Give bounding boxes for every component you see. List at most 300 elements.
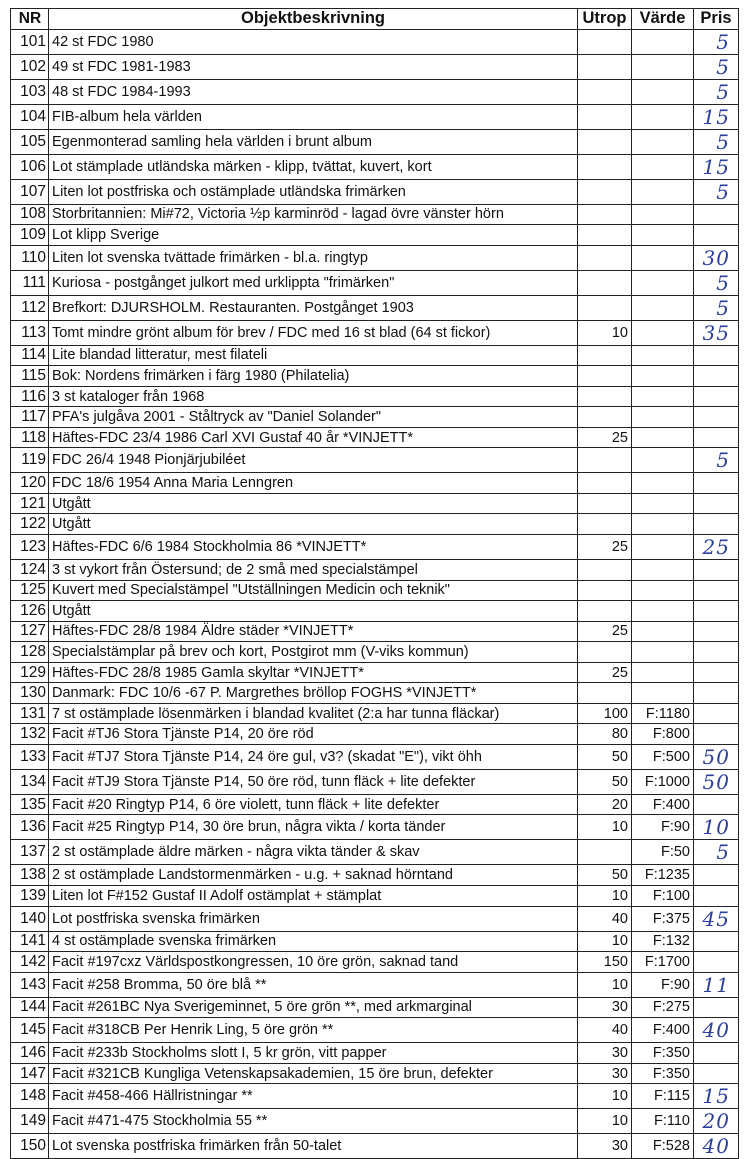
cell-nr: 134: [11, 769, 49, 794]
cell-pris: 11: [694, 972, 739, 997]
cell-utrop: 10: [578, 931, 632, 952]
cell-nr: 148: [11, 1084, 49, 1109]
table-row: [11, 54, 739, 79]
cell-utrop: 50: [578, 769, 632, 794]
cell-utrop: [578, 386, 632, 407]
cell-description: FIB-album hela världen: [49, 104, 578, 129]
cell-varde: [632, 560, 694, 581]
cell-utrop: [578, 514, 632, 535]
header-description: Objektbeskrivning: [49, 9, 578, 30]
cell-nr: 126: [11, 601, 49, 622]
cell-nr: 101: [11, 29, 49, 54]
cell-varde: [632, 642, 694, 663]
cell-description: FDC 18/6 1954 Anna Maria Lenngren: [49, 473, 578, 494]
cell-description: Häftes-FDC 6/6 1984 Stockholmia 86 *VINJETT*: [49, 535, 578, 560]
cell-nr: 119: [11, 448, 49, 473]
cell-nr: 128: [11, 642, 49, 663]
cell-varde: [632, 154, 694, 179]
cell-utrop: 10: [578, 1084, 632, 1109]
cell-utrop: [578, 560, 632, 581]
cell-varde: [632, 386, 694, 407]
cell-description: 2 st ostämplade äldre märken - några vikta tänder & skav: [49, 840, 578, 865]
cell-nr: 146: [11, 1043, 49, 1064]
cell-description: PFA's julgåva 2001 - Ståltryck av "Daniel Solander": [49, 407, 578, 428]
header-row: [11, 9, 739, 30]
cell-description: Danmark: FDC 10/6 -67 P. Margrethes bröllop FOGHS *VINJETT*: [49, 683, 578, 704]
cell-utrop: [578, 129, 632, 154]
cell-pris: 20: [694, 1109, 739, 1134]
cell-description: 3 st vykort från Östersund; de 2 små med specialstämpel: [49, 560, 578, 581]
table-row: [11, 29, 739, 54]
cell-pris: 5: [694, 54, 739, 79]
table-row: [11, 407, 739, 428]
cell-description: Lite blandad litteratur, mest filateli: [49, 345, 578, 366]
cell-pris: 5: [694, 448, 739, 473]
cell-pris: [694, 601, 739, 622]
table-row: [11, 104, 739, 129]
table-row: [11, 1109, 739, 1134]
cell-pris: 35: [694, 320, 739, 345]
cell-pris: [694, 366, 739, 387]
cell-utrop: [578, 473, 632, 494]
table-row: [11, 703, 739, 724]
cell-utrop: 30: [578, 997, 632, 1018]
cell-nr: 125: [11, 580, 49, 601]
table-body: [11, 29, 739, 1159]
cell-varde: F:350: [632, 1043, 694, 1064]
cell-nr: 123: [11, 535, 49, 560]
cell-nr: 102: [11, 54, 49, 79]
cell-pris: 5: [694, 129, 739, 154]
cell-description: Utgått: [49, 493, 578, 514]
cell-varde: [632, 225, 694, 246]
cell-varde: F:110: [632, 1109, 694, 1134]
cell-pris: [694, 225, 739, 246]
cell-nr: 124: [11, 560, 49, 581]
cell-pris: 30: [694, 245, 739, 270]
table-row: [11, 724, 739, 745]
cell-utrop: 40: [578, 906, 632, 931]
cell-nr: 130: [11, 683, 49, 704]
cell-nr: 105: [11, 129, 49, 154]
cell-utrop: 10: [578, 1109, 632, 1134]
table-row: [11, 386, 739, 407]
cell-nr: 145: [11, 1018, 49, 1043]
cell-description: Egenmonterad samling hela världen i brunt album: [49, 129, 578, 154]
cell-description: Facit #458-466 Hällristningar **: [49, 1084, 578, 1109]
cell-nr: 132: [11, 724, 49, 745]
table-header: [11, 9, 739, 30]
cell-varde: [632, 473, 694, 494]
cell-varde: F:90: [632, 972, 694, 997]
table-row: [11, 886, 739, 907]
table-row: [11, 366, 739, 387]
cell-pris: [694, 621, 739, 642]
cell-utrop: 10: [578, 886, 632, 907]
cell-varde: [632, 621, 694, 642]
cell-pris: 5: [694, 840, 739, 865]
cell-pris: 15: [694, 1084, 739, 1109]
table-row: [11, 794, 739, 815]
cell-utrop: 80: [578, 724, 632, 745]
cell-nr: 137: [11, 840, 49, 865]
cell-nr: 103: [11, 79, 49, 104]
cell-utrop: [578, 54, 632, 79]
cell-varde: [632, 514, 694, 535]
cell-pris: [694, 386, 739, 407]
cell-nr: 129: [11, 662, 49, 683]
cell-utrop: 25: [578, 662, 632, 683]
cell-utrop: [578, 683, 632, 704]
cell-description: Häftes-FDC 28/8 1984 Äldre städer *VINJETT*: [49, 621, 578, 642]
cell-pris: [694, 493, 739, 514]
cell-pris: [694, 865, 739, 886]
cell-utrop: [578, 79, 632, 104]
cell-nr: 139: [11, 886, 49, 907]
cell-pris: 40: [694, 1018, 739, 1043]
cell-nr: 107: [11, 179, 49, 204]
cell-description: 3 st kataloger från 1968: [49, 386, 578, 407]
cell-utrop: [578, 225, 632, 246]
cell-varde: [632, 179, 694, 204]
cell-description: Tomt mindre grönt album för brev / FDC med 16 st blad (64 st fickor): [49, 320, 578, 345]
cell-utrop: [578, 295, 632, 320]
cell-varde: [632, 54, 694, 79]
cell-nr: 147: [11, 1063, 49, 1084]
cell-description: Bok: Nordens frimärken i färg 1980 (Philatelia): [49, 366, 578, 387]
cell-utrop: 10: [578, 815, 632, 840]
cell-varde: [632, 662, 694, 683]
cell-varde: [632, 493, 694, 514]
cell-description: Facit #197cxz Världspostkongressen, 10 öre grön, saknad tand: [49, 952, 578, 973]
cell-nr: 131: [11, 703, 49, 724]
cell-nr: 111: [11, 270, 49, 295]
table-row: [11, 560, 739, 581]
cell-varde: [632, 270, 694, 295]
table-row: [11, 245, 739, 270]
cell-utrop: [578, 245, 632, 270]
cell-utrop: [578, 179, 632, 204]
table-row: [11, 1084, 739, 1109]
cell-description: Liten lot svenska tvättade frimärken - bl.a. ringtyp: [49, 245, 578, 270]
cell-pris: 5: [694, 270, 739, 295]
cell-pris: [694, 560, 739, 581]
cell-description: Specialstämplar på brev och kort, Postgirot mm (V-viks kommun): [49, 642, 578, 663]
table-row: [11, 79, 739, 104]
cell-utrop: [578, 840, 632, 865]
cell-nr: 109: [11, 225, 49, 246]
header-varde: Värde: [632, 9, 694, 30]
cell-description: Facit #258 Bromma, 50 öre blå **: [49, 972, 578, 997]
cell-nr: 116: [11, 386, 49, 407]
header-nr: NR: [11, 9, 49, 30]
cell-pris: [694, 514, 739, 535]
cell-nr: 136: [11, 815, 49, 840]
cell-description: Facit #321CB Kungliga Vetenskapsakademien, 15 öre brun, defekter: [49, 1063, 578, 1084]
table-row: [11, 493, 739, 514]
cell-nr: 110: [11, 245, 49, 270]
cell-description: 48 st FDC 1984-1993: [49, 79, 578, 104]
table-row: [11, 514, 739, 535]
cell-nr: 149: [11, 1109, 49, 1134]
cell-nr: 115: [11, 366, 49, 387]
cell-pris: [694, 407, 739, 428]
cell-description: Utgått: [49, 514, 578, 535]
table-row: [11, 1134, 739, 1159]
table-row: [11, 662, 739, 683]
cell-utrop: [578, 270, 632, 295]
cell-pris: [694, 724, 739, 745]
cell-description: Facit #471-475 Stockholmia 55 **: [49, 1109, 578, 1134]
cell-pris: 10: [694, 815, 739, 840]
table-row: [11, 154, 739, 179]
cell-utrop: 25: [578, 621, 632, 642]
table-row: [11, 642, 739, 663]
cell-description: Facit #25 Ringtyp P14, 30 öre brun, några vikta / korta tänder: [49, 815, 578, 840]
table-row: [11, 972, 739, 997]
cell-pris: 45: [694, 906, 739, 931]
cell-pris: 5: [694, 29, 739, 54]
cell-description: Kuriosa - postgånget julkort med urklippta "frimärken": [49, 270, 578, 295]
cell-varde: F:100: [632, 886, 694, 907]
cell-description: Lot svenska postfriska frimärken från 50-talet: [49, 1134, 578, 1159]
table-row: [11, 865, 739, 886]
table-row: [11, 473, 739, 494]
table-row: [11, 683, 739, 704]
cell-varde: [632, 245, 694, 270]
cell-nr: 144: [11, 997, 49, 1018]
cell-pris: [694, 931, 739, 952]
cell-varde: F:800: [632, 724, 694, 745]
cell-varde: F:1700: [632, 952, 694, 973]
table-row: [11, 815, 739, 840]
cell-nr: 133: [11, 744, 49, 769]
cell-nr: 140: [11, 906, 49, 931]
cell-utrop: 50: [578, 865, 632, 886]
cell-varde: F:1180: [632, 703, 694, 724]
cell-varde: F:115: [632, 1084, 694, 1109]
cell-nr: 127: [11, 621, 49, 642]
cell-varde: [632, 580, 694, 601]
table-row: [11, 580, 739, 601]
cell-pris: 15: [694, 154, 739, 179]
cell-varde: F:375: [632, 906, 694, 931]
table-row: [11, 427, 739, 448]
cell-description: 42 st FDC 1980: [49, 29, 578, 54]
cell-description: Facit #318CB Per Henrik Ling, 5 öre grön **: [49, 1018, 578, 1043]
cell-description: Storbritannien: Mi#72, Victoria ½p karminröd - lagad övre vänster hörn: [49, 204, 578, 225]
cell-utrop: [578, 366, 632, 387]
cell-utrop: [578, 29, 632, 54]
table-row: [11, 931, 739, 952]
table-row: [11, 225, 739, 246]
cell-pris: [694, 683, 739, 704]
cell-utrop: 10: [578, 972, 632, 997]
cell-varde: [632, 448, 694, 473]
cell-varde: F:350: [632, 1063, 694, 1084]
cell-varde: [632, 320, 694, 345]
cell-pris: [694, 703, 739, 724]
cell-nr: 141: [11, 931, 49, 952]
cell-varde: [632, 601, 694, 622]
cell-description: Facit #TJ9 Stora Tjänste P14, 50 öre röd, tunn fläck + lite defekter: [49, 769, 578, 794]
cell-utrop: 30: [578, 1063, 632, 1084]
cell-nr: 106: [11, 154, 49, 179]
cell-varde: F:528: [632, 1134, 694, 1159]
table-row: [11, 129, 739, 154]
cell-nr: 114: [11, 345, 49, 366]
table-row: [11, 320, 739, 345]
cell-utrop: [578, 154, 632, 179]
header-utrop: Utrop: [578, 9, 632, 30]
cell-varde: [632, 427, 694, 448]
cell-pris: 5: [694, 179, 739, 204]
cell-utrop: 25: [578, 427, 632, 448]
cell-varde: [632, 129, 694, 154]
cell-description: 4 st ostämplade svenska frimärken: [49, 931, 578, 952]
cell-varde: F:1235: [632, 865, 694, 886]
cell-description: Utgått: [49, 601, 578, 622]
table-row: [11, 1043, 739, 1064]
cell-pris: [694, 345, 739, 366]
cell-utrop: 40: [578, 1018, 632, 1043]
table-row: [11, 744, 739, 769]
cell-description: Liten lot postfriska och ostämplade utländska frimärken: [49, 179, 578, 204]
cell-description: Lot postfriska svenska frimärken: [49, 906, 578, 931]
cell-varde: [632, 79, 694, 104]
cell-utrop: [578, 204, 632, 225]
cell-description: Kuvert med Specialstämpel "Utställningen Medicin och teknik": [49, 580, 578, 601]
cell-varde: F:275: [632, 997, 694, 1018]
cell-varde: F:90: [632, 815, 694, 840]
cell-description: Facit #233b Stockholms slott I, 5 kr grön, vitt papper: [49, 1043, 578, 1064]
cell-pris: 15: [694, 104, 739, 129]
table-row: [11, 952, 739, 973]
table-row: [11, 997, 739, 1018]
cell-pris: [694, 1043, 739, 1064]
cell-description: Facit #TJ6 Stora Tjänste P14, 20 öre röd: [49, 724, 578, 745]
cell-utrop: 25: [578, 535, 632, 560]
table-row: [11, 1063, 739, 1084]
cell-pris: 50: [694, 744, 739, 769]
cell-description: Facit #261BC Nya Sverigeminnet, 5 öre grön **, med arkmarginal: [49, 997, 578, 1018]
cell-utrop: [578, 580, 632, 601]
cell-nr: 143: [11, 972, 49, 997]
cell-pris: [694, 427, 739, 448]
cell-description: Häftes-FDC 28/8 1985 Gamla skyltar *VINJETT*: [49, 662, 578, 683]
cell-description: Lot klipp Sverige: [49, 225, 578, 246]
cell-varde: [632, 366, 694, 387]
cell-pris: [694, 1063, 739, 1084]
cell-nr: 112: [11, 295, 49, 320]
cell-nr: 122: [11, 514, 49, 535]
cell-pris: 25: [694, 535, 739, 560]
cell-nr: 117: [11, 407, 49, 428]
cell-pris: 5: [694, 295, 739, 320]
table-row: [11, 448, 739, 473]
cell-pris: [694, 952, 739, 973]
cell-utrop: [578, 642, 632, 663]
cell-varde: F:400: [632, 1018, 694, 1043]
table-row: [11, 345, 739, 366]
cell-description: FDC 26/4 1948 Pionjärjubiléet: [49, 448, 578, 473]
cell-utrop: [578, 345, 632, 366]
cell-utrop: [578, 104, 632, 129]
table-row: [11, 1018, 739, 1043]
cell-description: 2 st ostämplade Landstormenmärken - u.g. + saknad hörntand: [49, 865, 578, 886]
cell-utrop: 30: [578, 1043, 632, 1064]
cell-pris: 40: [694, 1134, 739, 1159]
table-row: [11, 840, 739, 865]
table-row: [11, 270, 739, 295]
cell-varde: [632, 407, 694, 428]
cell-varde: [632, 29, 694, 54]
cell-pris: 5: [694, 79, 739, 104]
cell-nr: 138: [11, 865, 49, 886]
cell-varde: F:500: [632, 744, 694, 769]
cell-varde: F:1000: [632, 769, 694, 794]
cell-utrop: 10: [578, 320, 632, 345]
table-row: [11, 601, 739, 622]
cell-varde: F:50: [632, 840, 694, 865]
cell-varde: F:132: [632, 931, 694, 952]
cell-utrop: [578, 601, 632, 622]
cell-nr: 118: [11, 427, 49, 448]
cell-nr: 150: [11, 1134, 49, 1159]
table-row: [11, 179, 739, 204]
cell-utrop: [578, 407, 632, 428]
cell-nr: 142: [11, 952, 49, 973]
cell-description: Facit #20 Ringtyp P14, 6 öre violett, tunn fläck + lite defekter: [49, 794, 578, 815]
table-row: [11, 906, 739, 931]
cell-utrop: 50: [578, 744, 632, 769]
cell-varde: [632, 104, 694, 129]
cell-description: 7 st ostämplade lösenmärken i blandad kvalitet (2:a har tunna fläckar): [49, 703, 578, 724]
table-row: [11, 295, 739, 320]
table-row: [11, 535, 739, 560]
cell-description: Häftes-FDC 23/4 1986 Carl XVI Gustaf 40 år *VINJETT*: [49, 427, 578, 448]
cell-pris: 50: [694, 769, 739, 794]
cell-nr: 104: [11, 104, 49, 129]
table-row: [11, 204, 739, 225]
cell-varde: [632, 345, 694, 366]
cell-nr: 135: [11, 794, 49, 815]
cell-nr: 113: [11, 320, 49, 345]
cell-pris: [694, 580, 739, 601]
cell-pris: [694, 473, 739, 494]
table-row: [11, 769, 739, 794]
cell-utrop: 30: [578, 1134, 632, 1159]
cell-varde: F:400: [632, 794, 694, 815]
cell-description: Liten lot F#152 Gustaf II Adolf ostämplat + stämplat: [49, 886, 578, 907]
cell-varde: [632, 683, 694, 704]
cell-description: 49 st FDC 1981-1983: [49, 54, 578, 79]
cell-description: Brefkort: DJURSHOLM. Restauranten. Postgånget 1903: [49, 295, 578, 320]
auction-lot-table: [10, 8, 739, 1159]
cell-utrop: 150: [578, 952, 632, 973]
table-row: [11, 621, 739, 642]
cell-varde: [632, 204, 694, 225]
cell-varde: [632, 295, 694, 320]
cell-utrop: 20: [578, 794, 632, 815]
cell-varde: [632, 535, 694, 560]
cell-nr: 121: [11, 493, 49, 514]
cell-nr: 108: [11, 204, 49, 225]
header-pris: Pris: [694, 9, 739, 30]
cell-pris: [694, 886, 739, 907]
cell-utrop: [578, 448, 632, 473]
cell-description: Lot stämplade utländska märken - klipp, tvättat, kuvert, kort: [49, 154, 578, 179]
